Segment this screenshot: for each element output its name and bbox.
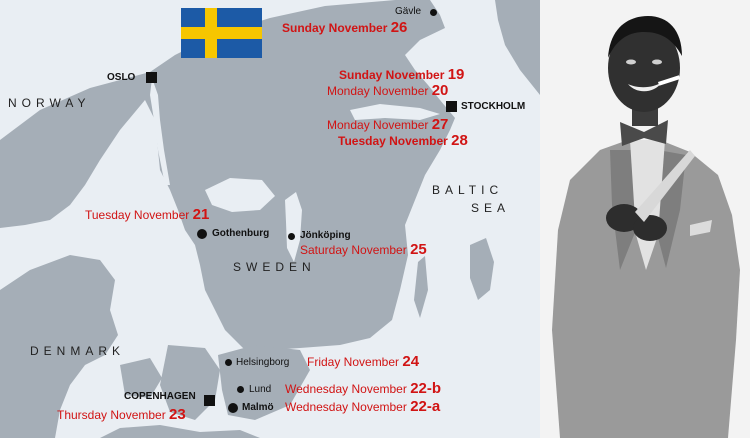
date-lund-day: 22-b [410,380,442,397]
date-helsingborg-day: 24 [402,353,420,370]
sea-baltic: BALTIC [432,183,504,197]
swedish-flag [181,8,262,58]
city-copenhagen: COPENHAGEN [124,391,196,402]
date-gothenburg-day: 21 [192,206,210,223]
date-malmo [285,399,440,414]
date-jonkoping-day: 25 [410,241,427,258]
musician-photo [540,0,750,438]
date-stockholm-1-text: Sunday November [339,68,448,82]
city-lund: Lund [249,384,272,395]
gothenburg-marker [197,229,207,239]
stockholm-marker [446,101,457,112]
date-lund [285,381,441,396]
oslo-marker [146,72,157,83]
city-helsingborg: Helsingborg [236,357,290,368]
flag-cross-horizontal [181,27,262,39]
date-malmo-day: 22-a [410,398,441,415]
gavle-marker [430,9,437,16]
date-copenhagen-text: Thursday November [57,408,170,422]
country-sweden: SWEDEN [233,260,316,274]
photo-eye-right [652,60,662,65]
date-malmo-text: Wednesday November [285,400,411,414]
country-denmark: DENMARK [30,344,126,358]
lund-marker [237,386,244,393]
date-copenhagen-day: 23 [169,406,186,423]
city-gavle: Gävle [395,6,422,17]
date-stockholm-1-day: 19 [447,66,465,83]
date-stockholm-2 [327,83,448,98]
date-gavle-day: 26 [390,19,408,36]
date-stockholm-3-day: 27 [431,116,449,133]
copenhagen-marker [204,395,215,406]
date-stockholm-4-text: Tuesday November [338,134,452,148]
photo-eye-left [626,60,636,65]
city-gothenburg: Gothenburg [212,228,270,239]
date-gothenburg-text: Tuesday November [85,208,193,222]
date-lund-text: Wednesday November [285,382,411,396]
date-helsingborg [307,354,419,369]
date-stockholm-2-text: Monday November [327,84,432,98]
date-gavle [282,20,407,35]
date-stockholm-1 [339,67,464,82]
date-stockholm-2-day: 20 [431,82,449,99]
helsingborg-marker [225,359,232,366]
date-copenhagen [57,407,186,422]
jonkoping-marker [288,233,295,240]
city-malmo: Malmö [242,402,274,413]
date-jonkoping [300,242,427,257]
malmo-marker [228,403,238,413]
sea-label-sea: SEA [471,201,511,215]
date-helsingborg-text: Friday November [307,355,403,369]
date-stockholm-3-text: Monday November [327,118,432,132]
city-oslo: OSLO [107,72,136,83]
date-gothenburg [85,207,209,222]
city-stockholm: STOCKHOLM [461,101,526,112]
photo-hand-right [633,215,667,241]
city-jonkoping: Jönköping [300,230,351,241]
date-stockholm-3 [327,117,448,132]
country-norway: NORWAY [8,96,91,110]
date-jonkoping-text: Saturday November [300,243,411,257]
date-stockholm-4-day: 28 [451,132,468,149]
date-stockholm-4 [338,133,468,148]
date-gavle-text: Sunday November [282,21,391,35]
